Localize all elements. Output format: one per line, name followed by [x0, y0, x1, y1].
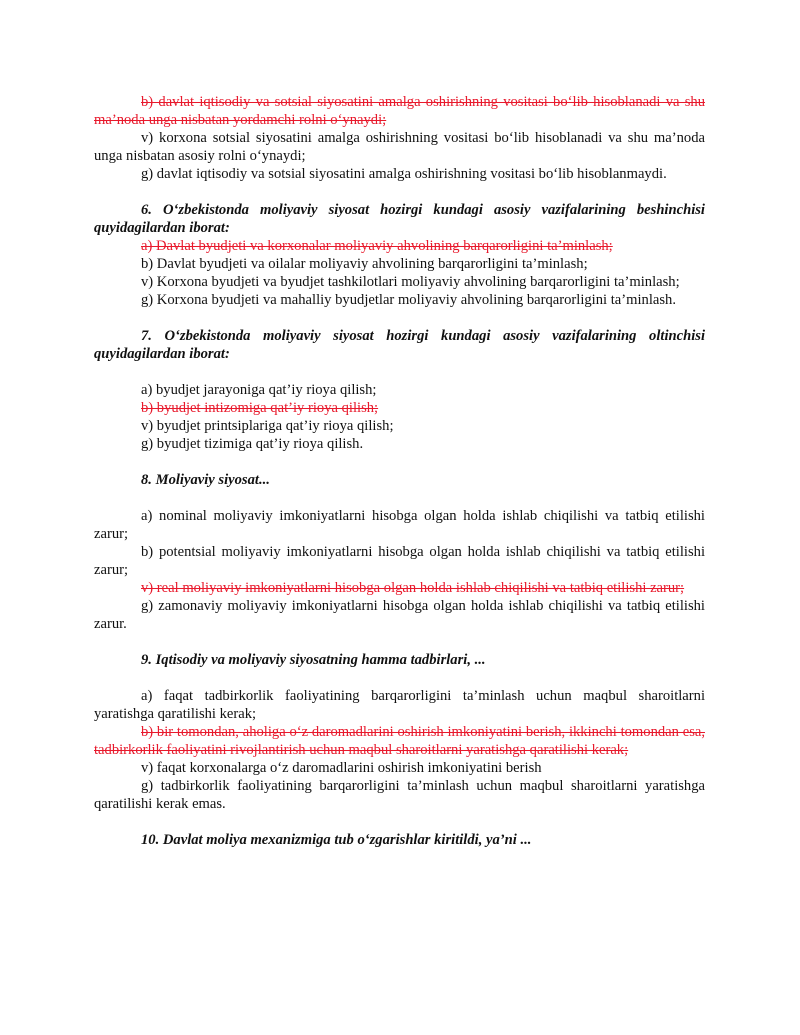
answer-option: g) byudjet tizimiga qat’iy rioya qilish.: [141, 436, 364, 452]
answer-option-correct: b) davlat iqtisodiy va sotsial siyosatini amalga oshirishning vositasi bo‘lib hisoblanadi va shu ma’noda unga nisbatan yordamchi rolni o‘ynaydi;: [94, 94, 705, 128]
paragraph-spacer: [94, 309, 705, 327]
answer-option: a) faqat tadbirkorlik faoliyatining barqarorligini ta’minlash uchun maqbul sharoitlarni yaratishga qaratilishi kerak;: [94, 688, 705, 722]
answer-option: v) Korxona byudjeti va byudjet tashkilotlari moliyaviy ahvolining barqarorligini ta’minlash;: [141, 274, 680, 290]
answer-option-correct: v) real moliyaviy imkoniyatlarni hisobga olgan holda ishlab chiqilishi va tatbiq etilishi zarur;: [141, 580, 685, 596]
question-heading: 10. Davlat moliya mexanizmiga tub o‘zgarishlar kiritildi, ya’ni ...: [141, 832, 532, 848]
answer-option-correct: b) bir tomondan, aholiga o‘z daromadlarini oshirish imkoniyatini berish, ikkinchi tomondan esa, tadbirkorlik faoliyatini rivojlantirish uchun maqbul sharoitlarni yaratishga qaratilishi kerak;: [94, 724, 705, 758]
document-page: [94, 93, 705, 849]
answer-option: g) tadbirkorlik faoliyatining barqarorligini ta’minlash uchun maqbul sharoitlarni yaratishga qaratilishi kerak emas.: [94, 778, 705, 812]
answer-option: a) nominal moliyaviy imkoniyatlarni hisobga olgan holda ishlab chiqilishi va tatbiq etilishi zarur;: [94, 508, 705, 542]
paragraph-spacer: [94, 183, 705, 201]
answer-option: g) davlat iqtisodiy va sotsial siyosatini amalga oshirishning vositasi bo‘lib hisoblanmaydi.: [141, 166, 667, 182]
answer-option-correct: a) Davlat byudjeti va korxonalar moliyaviy ahvolining barqarorligini ta’minlash;: [141, 238, 613, 254]
question-heading: 6. O‘zbekistonda moliyaviy siyosat hozirgi kundagi asosiy vazifalarining beshinchisi quyidagilardan iborat:: [94, 202, 705, 236]
answer-option: b) potentsial moliyaviy imkoniyatlarni hisobga olgan holda ishlab chiqilishi va tatbiq etilishi zarur;: [94, 544, 705, 578]
paragraph-spacer: [94, 633, 705, 651]
answer-option: v) faqat korxonalarga o‘z daromadlarini oshirish imkoniyatini berish: [141, 760, 542, 776]
answer-option-correct: b) byudjet intizomiga qat’iy rioya qilish;: [141, 400, 379, 416]
answer-option: v) byudjet printsiplariga qat’iy rioya qilish;: [141, 418, 394, 434]
paragraph-spacer: [94, 363, 705, 381]
question-heading: 9. Iqtisodiy va moliyaviy siyosatning hamma tadbirlari, ...: [141, 652, 486, 668]
paragraph-spacer: [94, 453, 705, 471]
paragraph-spacer: [94, 669, 705, 687]
answer-option: g) zamonaviy moliyaviy imkoniyatlarni hisobga olgan holda ishlab chiqilishi va tatbiq etilishi zarur.: [94, 598, 705, 632]
question-heading: 8. Moliyaviy siyosat...: [141, 472, 270, 488]
question-heading: 7. O‘zbekistonda moliyaviy siyosat hozirgi kundagi asosiy vazifalarining oltinchisi quyidagilardan iborat:: [94, 328, 705, 362]
paragraph-spacer: [94, 489, 705, 507]
answer-option: b) Davlat byudjeti va oilalar moliyaviy ahvolining barqarorligini ta’minlash;: [141, 256, 588, 272]
answer-option: a) byudjet jarayoniga qat’iy rioya qilish;: [141, 382, 377, 398]
paragraph-spacer: [94, 813, 705, 831]
answer-option: g) Korxona byudjeti va mahalliy byudjetlar moliyaviy ahvolining barqarorligini ta’minlash.: [141, 292, 676, 308]
answer-option: v) korxona sotsial siyosatini amalga oshirishning vositasi bo‘lib hisoblanadi va shu ma’noda unga nisbatan asosiy rolni o‘ynaydi;: [94, 130, 705, 164]
